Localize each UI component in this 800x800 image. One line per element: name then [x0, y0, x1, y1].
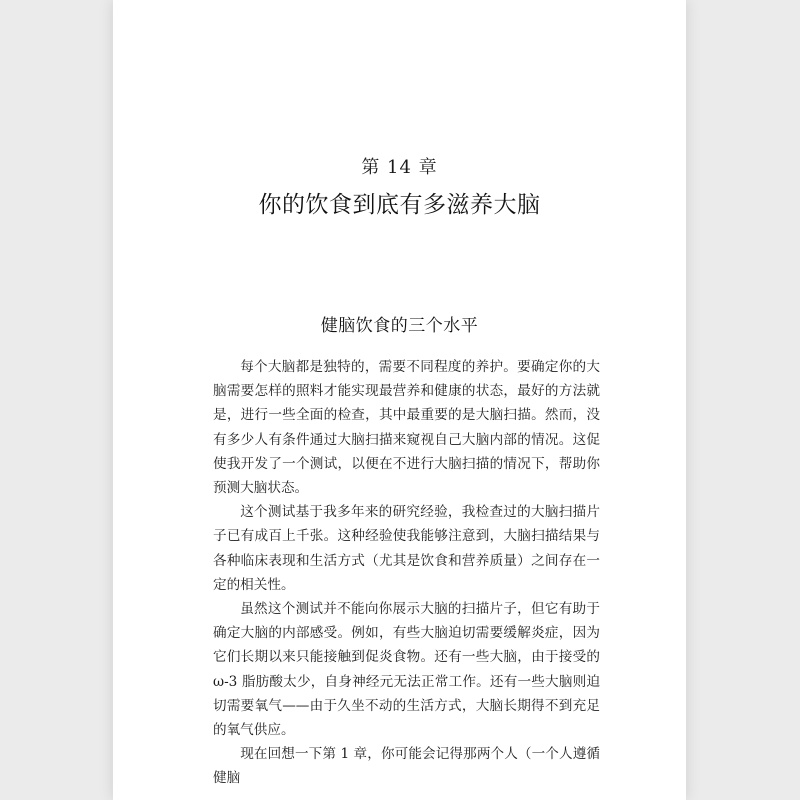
paragraph-1: 每个大脑都是独特的，需要不同程度的养护。要确定你的大脑需要怎样的照料才能实现最营养和健康的状态，最好的方法就是，进行一些全面的检查，其中最重要的是大脑扫描。然而，没有多少人有条件通过大脑扫描来窥视自己大脑内部的情况。这促使我开发了一个测试，以便在不进行大脑扫描的情况下，帮助你预测大脑状态。 — [213, 359, 600, 497]
section-title: 健脑饮食的三个水平 — [320, 316, 479, 336]
paragraph-3: 虽然这个测试并不能向你展示大脑的扫描片子，但它有助于确定大脑的内部感受。例如，有些大脑迫切需要缓解炎症，因为它们长期以来只能接触到促炎食物。还有一些大脑，由于接受的 ω-3 脂肪酸太少，自身神经元无法正常工作。还有一些大脑则迫切需要氧气——由于久坐不动的生活方式，大脑长期得不到充足的氧气供应。 — [213, 601, 600, 739]
chapter-title: 你的饮食到底有多滋养大脑 — [258, 192, 541, 218]
paragraph-2: 这个测试基于我多年来的研究经验，我检查过的大脑扫描片子已有成百上千张。这种经验使我能够注意到，大脑扫描结果与各种临床表现和生活方式（尤其是饮食和营养质量）之间存在一定的相关性。 — [213, 504, 600, 593]
chapter-number: 第 14 章 — [361, 157, 438, 178]
body-text — [213, 355, 600, 791]
book-page — [113, 0, 686, 800]
paragraph-4: 现在回想一下第 1 章，你可能会记得那两个人（一个人遵循健脑 — [213, 746, 600, 787]
